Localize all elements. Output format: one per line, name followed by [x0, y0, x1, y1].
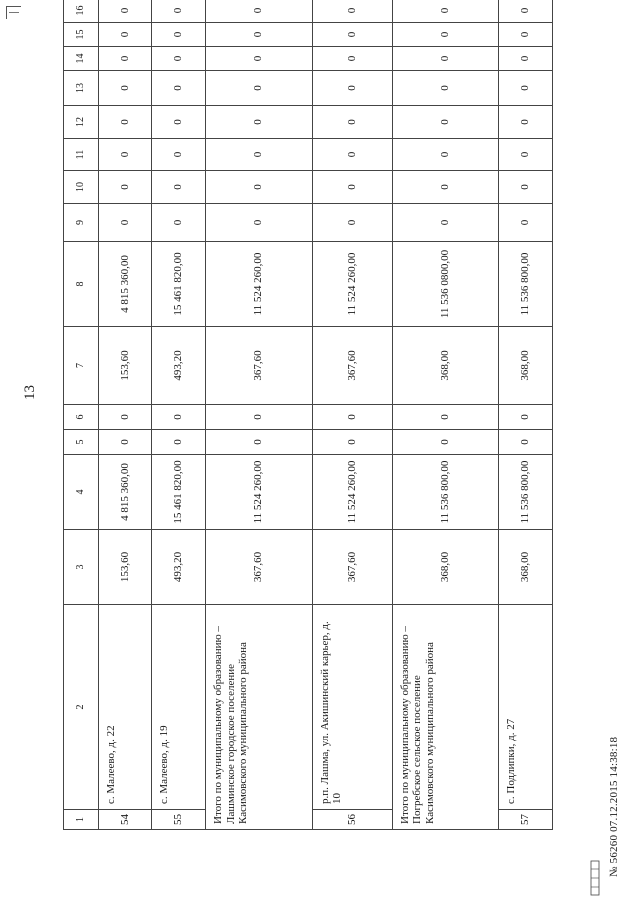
value-cell: 0	[312, 47, 392, 71]
value-cell: 0	[98, 106, 152, 139]
value-cell: 0	[312, 106, 392, 139]
value-cell: 0	[152, 23, 206, 47]
value-cell: 0	[312, 204, 392, 242]
registration-stamp: № 56260 07.12.2015 14:38:18	[608, 736, 620, 877]
value-cell: 367,60	[312, 530, 392, 605]
value-cell: 0	[312, 71, 392, 106]
value-cell: 11 536 800,00	[499, 242, 553, 327]
header-cell: 15	[64, 23, 99, 47]
value-cell: 367,60	[205, 530, 312, 605]
value-cell: 0	[205, 171, 312, 204]
header-cell: 7	[64, 327, 99, 405]
value-cell: 0	[152, 430, 206, 455]
data-table	[63, 0, 553, 830]
value-cell: 0	[499, 23, 553, 47]
value-cell: 0	[499, 139, 553, 171]
value-cell: 11 524 260,00	[312, 455, 392, 530]
value-cell: 0	[392, 204, 499, 242]
value-cell: 11 536 0800,00	[392, 242, 499, 327]
value-cell: 0	[392, 47, 499, 71]
value-cell: 0	[152, 47, 206, 71]
value-cell: 4 815 360,00	[98, 242, 152, 327]
header-cell: 9	[64, 204, 99, 242]
value-cell: 493,20	[152, 327, 206, 405]
page-number: 13	[22, 385, 38, 400]
table-body	[98, 0, 552, 830]
value-cell: 0	[499, 430, 553, 455]
header-cell: 13	[64, 71, 99, 106]
table-viewport	[63, 5, 553, 830]
value-cell: 0	[392, 71, 499, 106]
row-number: 56	[312, 810, 392, 830]
value-cell: 153,60	[98, 530, 152, 605]
value-cell: 0	[499, 71, 553, 106]
value-cell: 0	[152, 106, 206, 139]
header-cell: 5	[64, 430, 99, 455]
value-cell: 0	[98, 0, 152, 23]
value-cell: 0	[392, 171, 499, 204]
header-cell: 11	[64, 139, 99, 171]
value-cell: 0	[499, 47, 553, 71]
value-cell: 0	[98, 171, 152, 204]
value-cell: 11 524 260,00	[205, 455, 312, 530]
value-cell: 0	[152, 204, 206, 242]
table-row	[98, 0, 152, 830]
value-cell: 0	[392, 430, 499, 455]
value-cell: 0	[312, 171, 392, 204]
emblem-logo	[590, 860, 600, 896]
summary-row	[392, 0, 499, 830]
value-cell: 11 524 260,00	[205, 242, 312, 327]
value-cell: 493,20	[152, 530, 206, 605]
value-cell: 11 536 800,00	[499, 455, 553, 530]
value-cell: 0	[205, 106, 312, 139]
row-number: 54	[98, 810, 152, 830]
value-cell: 368,00	[392, 530, 499, 605]
value-cell: 0	[499, 171, 553, 204]
value-cell: 0	[98, 71, 152, 106]
value-cell: 368,00	[499, 327, 553, 405]
value-cell: 0	[205, 405, 312, 430]
value-cell: 0	[392, 106, 499, 139]
row-number: 57	[499, 810, 553, 830]
header-cell: 14	[64, 47, 99, 71]
value-cell: 0	[152, 139, 206, 171]
value-cell: 4 815 360,00	[98, 455, 152, 530]
header-cell: 1	[64, 810, 99, 830]
value-cell: 15 461 820,00	[152, 242, 206, 327]
value-cell: 0	[98, 430, 152, 455]
value-cell: 0	[499, 405, 553, 430]
header-cell: 3	[64, 530, 99, 605]
summary-row	[205, 0, 312, 830]
value-cell: 0	[98, 23, 152, 47]
value-cell: 0	[98, 47, 152, 71]
value-cell: 0	[205, 71, 312, 106]
value-cell: 367,60	[205, 327, 312, 405]
value-cell: 11 524 260,00	[312, 242, 392, 327]
value-cell: 0	[205, 204, 312, 242]
value-cell: 153,60	[98, 327, 152, 405]
corner-mark	[6, 6, 21, 19]
header-cell: 16	[64, 0, 99, 23]
value-cell: 0	[392, 139, 499, 171]
value-cell: 0	[152, 405, 206, 430]
address-cell: с. Малеево, д. 22	[98, 605, 152, 810]
header-cell: 4	[64, 455, 99, 530]
summary-label: Итого по муниципальному образованию – Лашминское городское поселение Касимовского муниципального района	[205, 605, 312, 830]
header-cell: 2	[64, 605, 99, 810]
value-cell: 0	[392, 405, 499, 430]
value-cell: 0	[312, 405, 392, 430]
value-cell: 15 461 820,00	[152, 455, 206, 530]
address-cell: р.п. Лашма, ул. Акишинский карьер, д. 10	[312, 605, 392, 810]
address-cell: с. Подлипки, д. 27	[499, 605, 553, 810]
value-cell: 0	[205, 139, 312, 171]
value-cell: 0	[205, 430, 312, 455]
value-cell: 0	[152, 0, 206, 23]
value-cell: 0	[152, 71, 206, 106]
value-cell: 0	[499, 204, 553, 242]
value-cell: 0	[205, 23, 312, 47]
table-row	[499, 0, 553, 830]
header-cell: 6	[64, 405, 99, 430]
value-cell: 0	[312, 0, 392, 23]
value-cell: 0	[98, 139, 152, 171]
header-row	[64, 0, 99, 830]
value-cell: 367,60	[312, 327, 392, 405]
address-cell: с. Малеево, д. 19	[152, 605, 206, 810]
value-cell: 0	[392, 0, 499, 23]
header-cell: 10	[64, 171, 99, 204]
value-cell: 0	[152, 171, 206, 204]
value-cell: 368,00	[392, 327, 499, 405]
value-cell: 0	[98, 405, 152, 430]
value-cell: 0	[312, 139, 392, 171]
summary-label: Итого по муниципальному образованию – Погребское сельское поселение Касимовского муниципального района	[392, 605, 499, 830]
value-cell: 0	[312, 23, 392, 47]
table-row	[152, 0, 206, 830]
value-cell: 0	[205, 47, 312, 71]
value-cell: 0	[499, 0, 553, 23]
table-row	[312, 0, 392, 830]
header-cell: 12	[64, 106, 99, 139]
value-cell: 368,00	[499, 530, 553, 605]
row-number: 55	[152, 810, 206, 830]
value-cell: 0	[205, 0, 312, 23]
value-cell: 0	[312, 430, 392, 455]
value-cell: 0	[499, 106, 553, 139]
value-cell: 11 536 800,00	[392, 455, 499, 530]
value-cell: 0	[98, 204, 152, 242]
value-cell: 0	[392, 23, 499, 47]
header-cell: 8	[64, 242, 99, 327]
